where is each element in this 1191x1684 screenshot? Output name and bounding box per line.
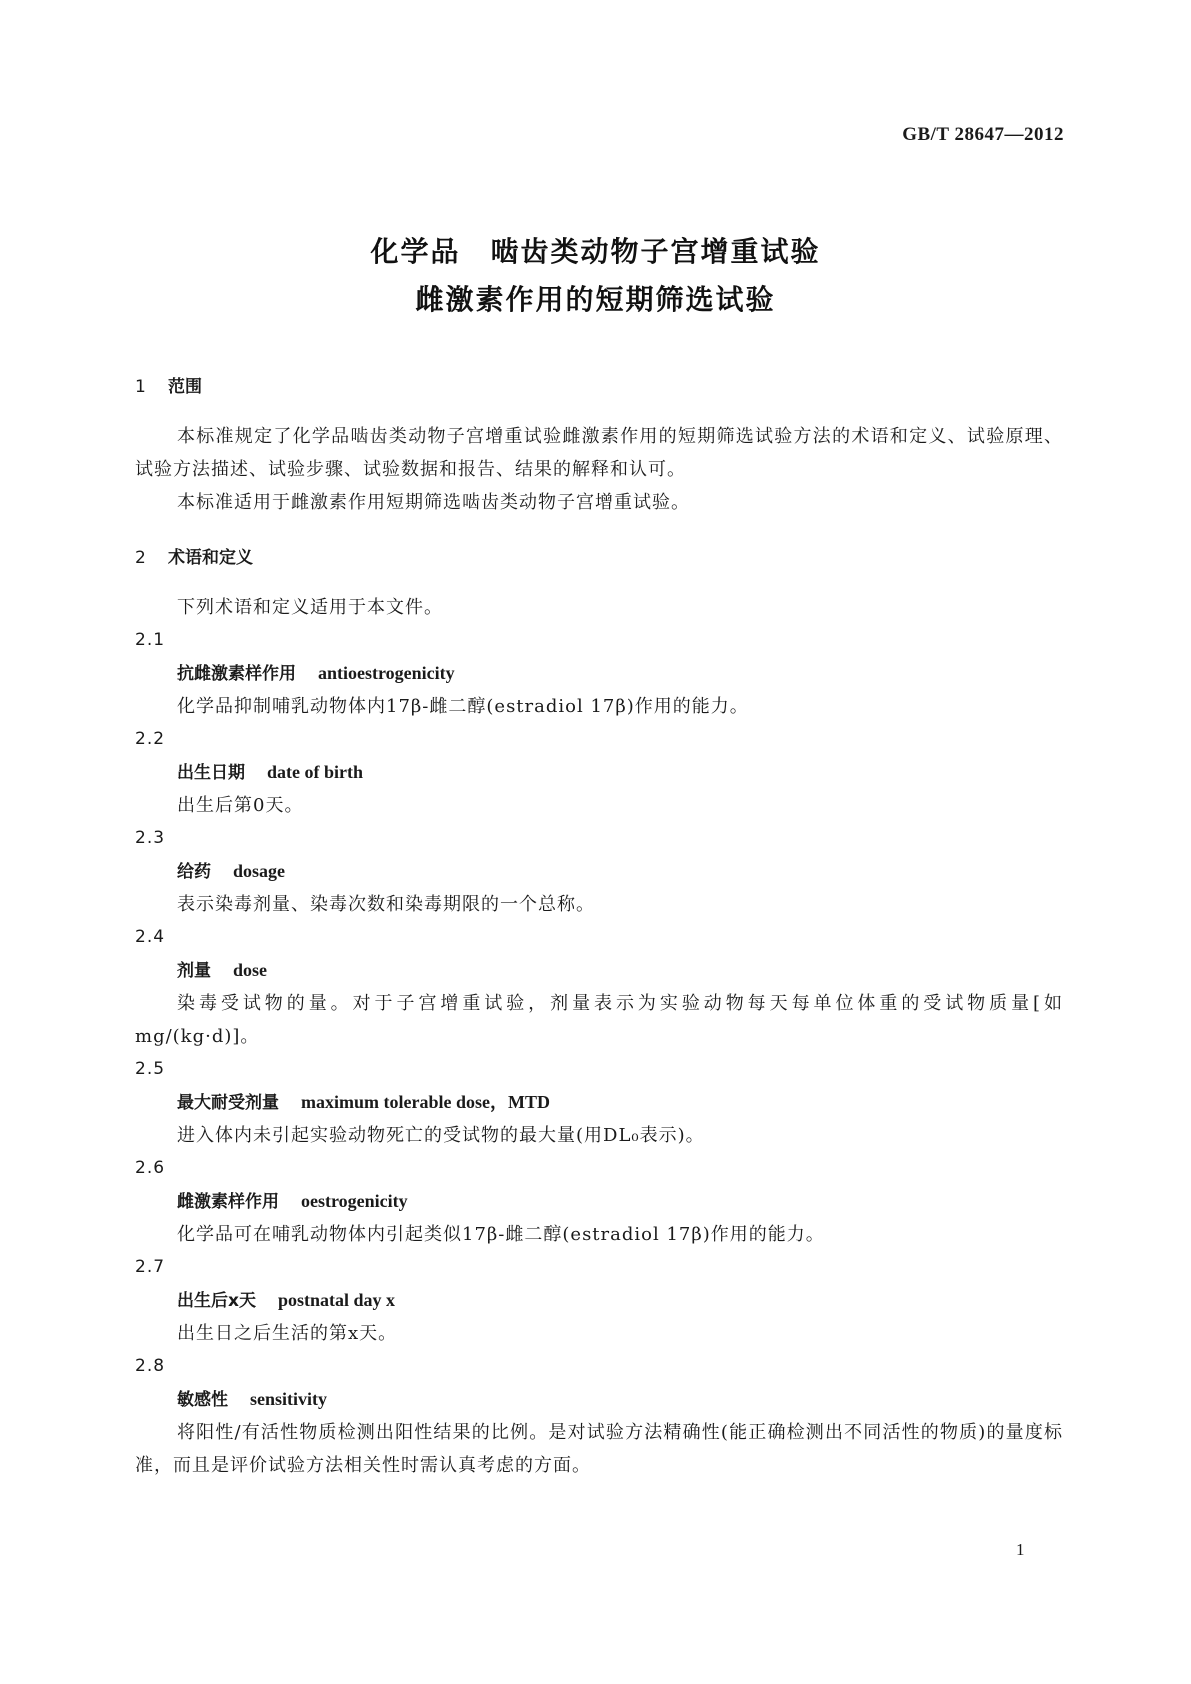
term-zh: 剂量	[177, 961, 211, 981]
term-en: antioestrogenicity	[318, 663, 455, 683]
term-definition: 染毒受试物的量。对于子宫增重试验，剂量表示为实验动物每天每单位体重的受试物质量[如mg/(kg·d)]。	[135, 993, 1063, 1047]
term-definition: 出生后第0天。	[177, 795, 304, 816]
section-number: 2	[135, 548, 146, 568]
term-number: 2.7	[135, 1257, 166, 1277]
term-en: date of birth	[267, 762, 363, 782]
section-2-heading	[135, 543, 1063, 569]
title-line-2: 雌激素作用的短期筛选试验	[415, 283, 776, 316]
term-zh: 出生日期	[177, 763, 245, 783]
term-definition: 化学品可在哺乳动物体内引起类似17β-雌二醇(estradiol 17β)作用的能力。	[177, 1224, 825, 1245]
section-1-heading	[135, 372, 1063, 398]
term-heading	[135, 756, 1063, 789]
section-number: 1	[135, 377, 146, 397]
term-zh: 出生后x天	[177, 1291, 256, 1311]
term-number: 2.2	[135, 729, 166, 749]
term-number: 2.4	[135, 927, 166, 947]
term-definition: 进入体内未引起实验动物死亡的受试物的最大量(用DL₀表示)。	[177, 1125, 705, 1146]
term-number: 2.6	[135, 1158, 166, 1178]
term-heading	[135, 855, 1063, 888]
document-title	[0, 228, 1191, 324]
term-heading	[135, 1284, 1063, 1317]
term-heading	[135, 1383, 1063, 1416]
term-en: dosage	[233, 861, 286, 881]
section-title: 范围	[168, 377, 202, 397]
term-definition: 出生日之后生活的第x天。	[177, 1323, 398, 1344]
term-zh: 敏感性	[177, 1390, 228, 1410]
term-number: 2.3	[135, 828, 166, 848]
term-zh: 抗雌激素样作用	[177, 664, 296, 684]
term-definition: 将阳性/有活性物质检测出阳性结果的比例。是对试验方法精确性(能正确检测出不同活性的物质)的量度标准，而且是评价试验方法相关性时需认真考虑的方面。	[135, 1422, 1063, 1476]
term-en: oestrogenicity	[301, 1191, 408, 1211]
term-en: dose	[233, 960, 268, 980]
term-heading	[135, 657, 1063, 690]
term-en: postnatal day x	[277, 1290, 395, 1310]
term-heading	[135, 1086, 1063, 1119]
scope-paragraph: 本标准规定了化学品啮齿类动物子宫增重试验雌激素作用的短期筛选试验方法的术语和定义、试验原理、试验方法描述、试验步骤、试验数据和报告、结果的解释和认可。	[135, 426, 1063, 480]
term-heading	[135, 954, 1063, 987]
term-zh: 给药	[177, 862, 211, 882]
terms-intro: 下列术语和定义适用于本文件。	[177, 597, 443, 618]
term-number: 2.5	[135, 1059, 166, 1079]
document-body	[135, 372, 1063, 1482]
term-number: 2.8	[135, 1356, 166, 1376]
term-zh: 雌激素样作用	[177, 1192, 279, 1212]
page-number: 1	[1016, 1540, 1025, 1559]
term-definition: 化学品抑制哺乳动物体内17β-雌二醇(estradiol 17β)作用的能力。	[177, 696, 749, 717]
scope-applicability: 本标准适用于雌激素作用短期筛选啮齿类动物子宫增重试验。	[177, 492, 690, 513]
term-number: 2.1	[135, 630, 166, 650]
standard-code: GB/T 28647—2012	[902, 124, 1064, 145]
term-en: sensitivity	[250, 1389, 328, 1409]
section-title: 术语和定义	[168, 548, 253, 568]
term-en: maximum tolerable dose，MTD	[301, 1092, 550, 1112]
term-definition: 表示染毒剂量、染毒次数和染毒期限的一个总称。	[177, 894, 595, 915]
title-line-1: 化学品 啮齿类动物子宫增重试验	[370, 235, 821, 268]
term-zh: 最大耐受剂量	[177, 1093, 279, 1113]
term-heading	[135, 1185, 1063, 1218]
